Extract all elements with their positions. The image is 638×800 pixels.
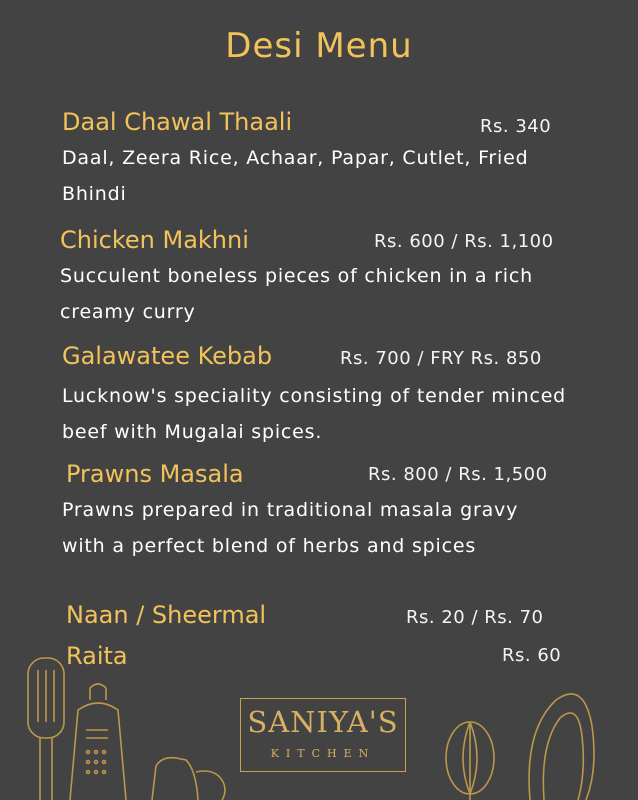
item-description: Daal, Zeera Rice, Achaar, Papar, Cutlet, Fried Bhindi <box>62 147 529 205</box>
item-name: Daal Chawal Thaali <box>62 108 293 136</box>
item-name: Raita <box>66 642 128 670</box>
item-name: Naan / Sheermal <box>66 601 267 629</box>
menu-title: Desi Menu <box>225 26 413 66</box>
item-price: Rs. 600 / Rs. 1,100 <box>374 231 554 252</box>
item-price: Rs. 700 / FRY Rs. 850 <box>340 348 542 369</box>
grater-icon <box>70 684 126 800</box>
item-price: Rs. 340 <box>480 116 552 137</box>
item-name: Chicken Makhni <box>60 226 249 254</box>
item-price: Rs. 60 <box>502 645 562 666</box>
measuring-cup-icon <box>152 758 225 800</box>
item-name: Galawatee Kebab <box>62 342 273 370</box>
logo-title: SANIYA'S <box>247 705 399 739</box>
item-price: Rs. 20 / Rs. 70 <box>406 607 544 628</box>
ladle-icon <box>529 694 594 800</box>
logo-subtitle: KITCHEN <box>270 747 376 760</box>
item-name: Prawns Masala <box>66 460 244 488</box>
saniyas-kitchen-logo <box>240 698 406 772</box>
item-description: Prawns prepared in traditional masala gravy with a perfect blend of herbs and spices <box>62 499 519 557</box>
spatula-icon <box>28 658 64 800</box>
whisk-icon <box>446 722 494 800</box>
item-description: Lucknow's speciality consisting of tender minced beef with Mugalai spices. <box>62 385 567 443</box>
item-description: Succulent boneless pieces of chicken in a rich creamy curry <box>60 265 533 323</box>
item-price: Rs. 800 / Rs. 1,500 <box>368 464 548 485</box>
